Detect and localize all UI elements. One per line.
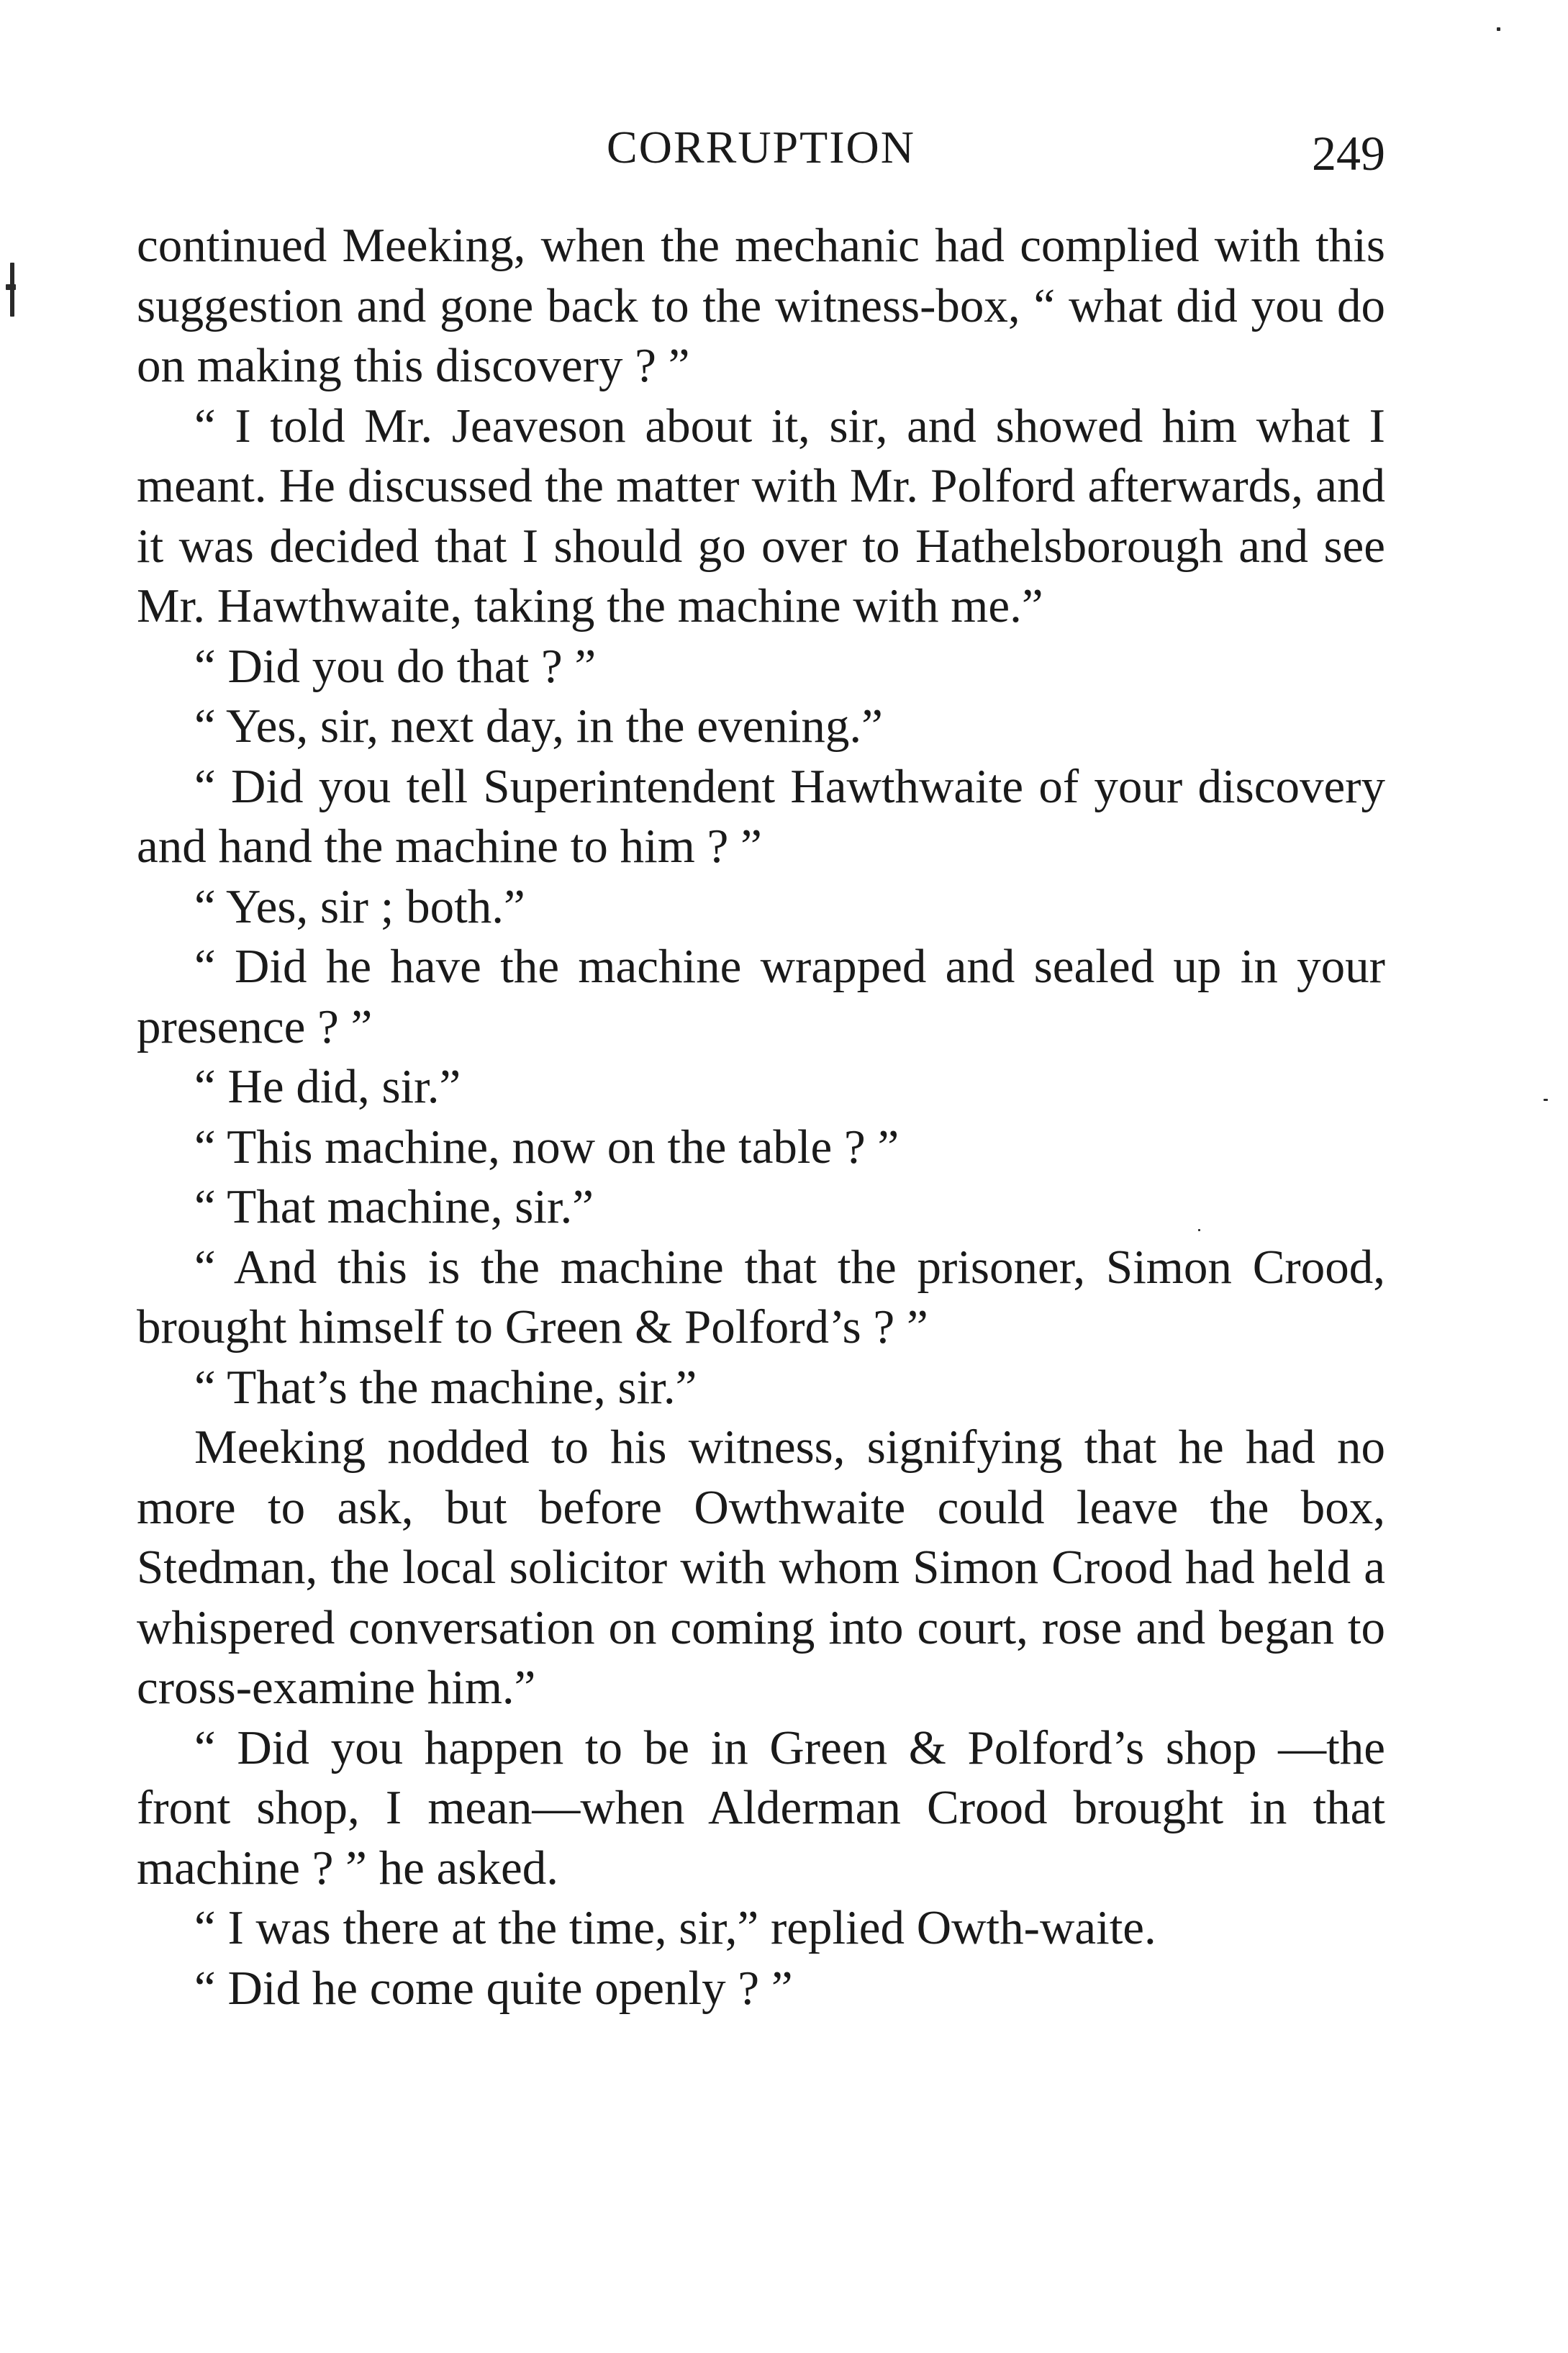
running-head: [137, 119, 1385, 181]
paragraph: “ Did you tell Superintendent Hawthwaite of your discovery and hand the machine to him ? ”: [137, 759, 1385, 873]
paragraph: “ And this is the machine that the prisoner, Simon Crood, brought himself to Green & Polford’s ? ”: [137, 1240, 1385, 1354]
paragraph: “ Yes, sir ; both.”: [194, 879, 525, 933]
scan-mark: [6, 284, 16, 290]
scan-mark: [1497, 27, 1500, 31]
paragraph: “ Yes, sir, next day, in the evening.”: [194, 699, 883, 753]
paragraph: “ Did you happen to be in Green & Polford’s shop —the front shop, I mean—when Alderman Crood brought in that machine ? ” he asked.: [137, 1720, 1385, 1895]
scan-mark: [1544, 1099, 1548, 1101]
page-number: 249: [1312, 126, 1385, 181]
paragraph: “ I told Mr. Jeaveson about it, sir, and showed him what I meant. He discussed the matter with Mr. Polford afterwards, and it was decided that I should go over to Hathelsborough and see Mr. Hawthwaite, taking the machine with me.”: [137, 399, 1385, 633]
paragraph: “ That machine, sir.”: [194, 1180, 594, 1233]
paragraph: “ Did he have the machine wrapped and sealed up in your presence ? ”: [137, 940, 1385, 1053]
paragraph: “ This machine, now on the table ? ”: [194, 1120, 899, 1174]
paragraph: “ Did he come quite openly ? ”: [194, 1961, 793, 2015]
body-text: [137, 216, 1385, 2018]
paragraph: “ That’s the machine, sir.”: [194, 1360, 697, 1414]
paragraph: “ I was there at the time, sir,” replied Owth-waite.: [194, 1901, 1156, 1954]
running-title: CORRUPTION: [607, 122, 915, 173]
paragraph: “ He did, sir.”: [194, 1060, 461, 1113]
paragraph-continued: continued Meeking, when the mechanic had complied with this suggestion and gone back to the witness-box, “ what did you do on making this discovery ? ”: [137, 219, 1385, 392]
paragraph: Meeking nodded to his witness, signifying that he had no more to ask, but before Owthwaite could leave the box, Stedman, the local solicitor with whom Simon Crood had held a whispered conversation on coming into court, rose and began to cross-examine him.”: [137, 1420, 1385, 1714]
paragraph: “ Did you do that ? ”: [194, 639, 597, 693]
scan-mark: [1198, 1229, 1200, 1231]
